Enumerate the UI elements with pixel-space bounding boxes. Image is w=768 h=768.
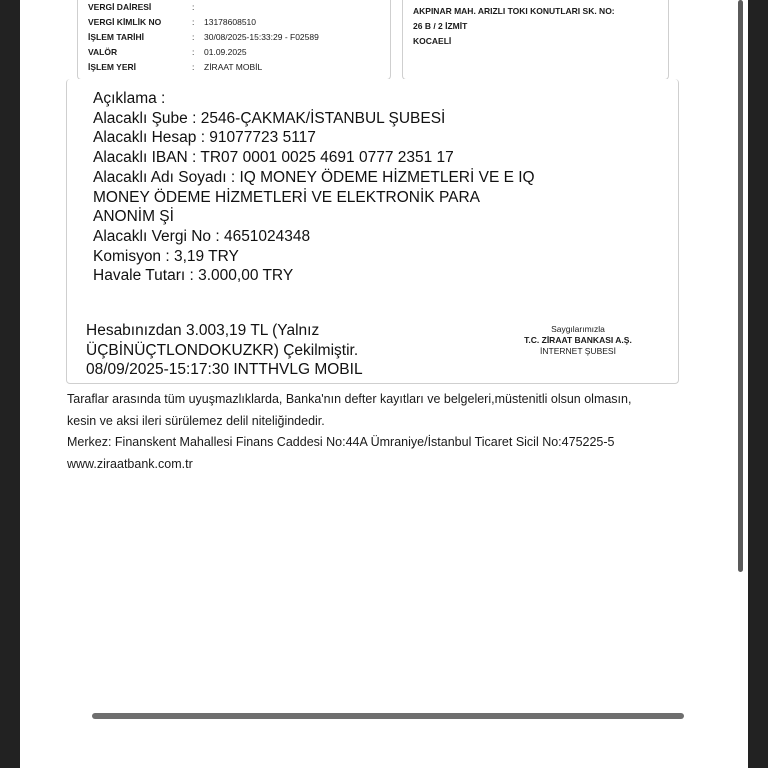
info-value: ZİRAAT MOBİL <box>204 62 263 72</box>
info-value: 01.09.2025 <box>204 47 247 57</box>
withdrawal-line: Hesabınızdan 3.003,19 TL (Yalnız <box>86 322 320 339</box>
withdrawal-statement <box>86 321 363 380</box>
receiver-branch: Alacaklı Şube : 2546-ÇAKMAK/İSTANBUL ŞUBESİ <box>93 109 446 127</box>
receiver-tax-no: Alacaklı Vergi No : 4651024348 <box>93 227 311 245</box>
info-separator: : <box>192 47 195 57</box>
customer-info-box <box>77 0 391 80</box>
address-line: AKPINAR MAH. ARIZLI TOKI KONUTLARI SK. NO: <box>413 6 615 16</box>
receiver-iban: Alacaklı IBAN : TR07 0001 0025 4691 0777 2351 17 <box>93 149 454 167</box>
signature-bank-name: T.C. ZİRAAT BANKASI A.Ş. <box>524 335 632 345</box>
address-line: 26 B / 2 İZMİT <box>413 21 468 31</box>
transfer-amount: Havale Tutarı : 3.000,00 TRY <box>93 267 294 285</box>
info-label: VALÖR <box>88 47 118 57</box>
info-separator: : <box>192 32 195 42</box>
receiver-name-cont: MONEY ÖDEME HİZMETLERİ VE ELEKTRONİK PARA <box>93 188 481 206</box>
receiver-account: Alacaklı Hesap : 91077723 5117 <box>93 129 316 147</box>
signature-greeting: Saygılarımızla <box>551 324 605 334</box>
receiver-name: Alacaklı Adı Soyadı : IQ MONEY ÖDEME HİZMETLERİ VE E IQ <box>93 168 535 186</box>
footer-website: www.ziraatbank.com.tr <box>67 456 193 471</box>
withdrawal-line: ÜÇBİNÜÇTLONDOKUZKR) Çekilmiştir. <box>86 341 359 359</box>
info-value: 30/08/2025-15:33:29 - F02589 <box>204 32 319 42</box>
info-label: İŞLEM YERİ <box>88 62 137 72</box>
horizontal-scrollbar[interactable] <box>92 713 684 719</box>
info-value: 13178608510 <box>204 17 257 27</box>
commission: Komisyon : 3,19 TRY <box>93 247 239 265</box>
legal-footer <box>67 389 631 475</box>
info-label: İŞLEM TARİHİ <box>88 32 145 42</box>
info-label: VERGİ DAİRESİ <box>88 2 152 12</box>
vertical-scrollbar[interactable] <box>738 0 743 572</box>
address-box <box>402 0 669 80</box>
address-line: KOCAELİ <box>413 36 452 46</box>
receiver-name-cont: ANONİM Şİ <box>93 208 174 226</box>
info-separator: : <box>192 2 195 12</box>
transfer-description <box>93 89 535 286</box>
info-label: VERGİ KİMLİK NO <box>88 17 162 27</box>
info-separator: : <box>192 17 195 27</box>
info-separator: : <box>192 62 195 72</box>
bank-signature <box>508 324 648 357</box>
footer-line: Merkez: Finanskent Mahallesi Finans Caddesi No:44A Ümraniye/İstanbul Ticaret Sicil No:475225-5 <box>67 435 615 449</box>
footer-line: Taraflar arasında tüm uyuşmazlıklarda, Banka'nın defter kayıtları ve belgeleri,müstenitli olsun olmasın, <box>67 392 632 406</box>
signature-branch: İNTERNET ŞUBESİ <box>540 346 616 356</box>
footer-line: kesin ve aksi ileri sürülemez delil niteliğindedir. <box>67 413 325 428</box>
withdrawal-timestamp: 08/09/2025-15:17:30 INTTHVLG MOBIL <box>86 361 363 379</box>
description-heading: Açıklama : <box>93 90 166 107</box>
